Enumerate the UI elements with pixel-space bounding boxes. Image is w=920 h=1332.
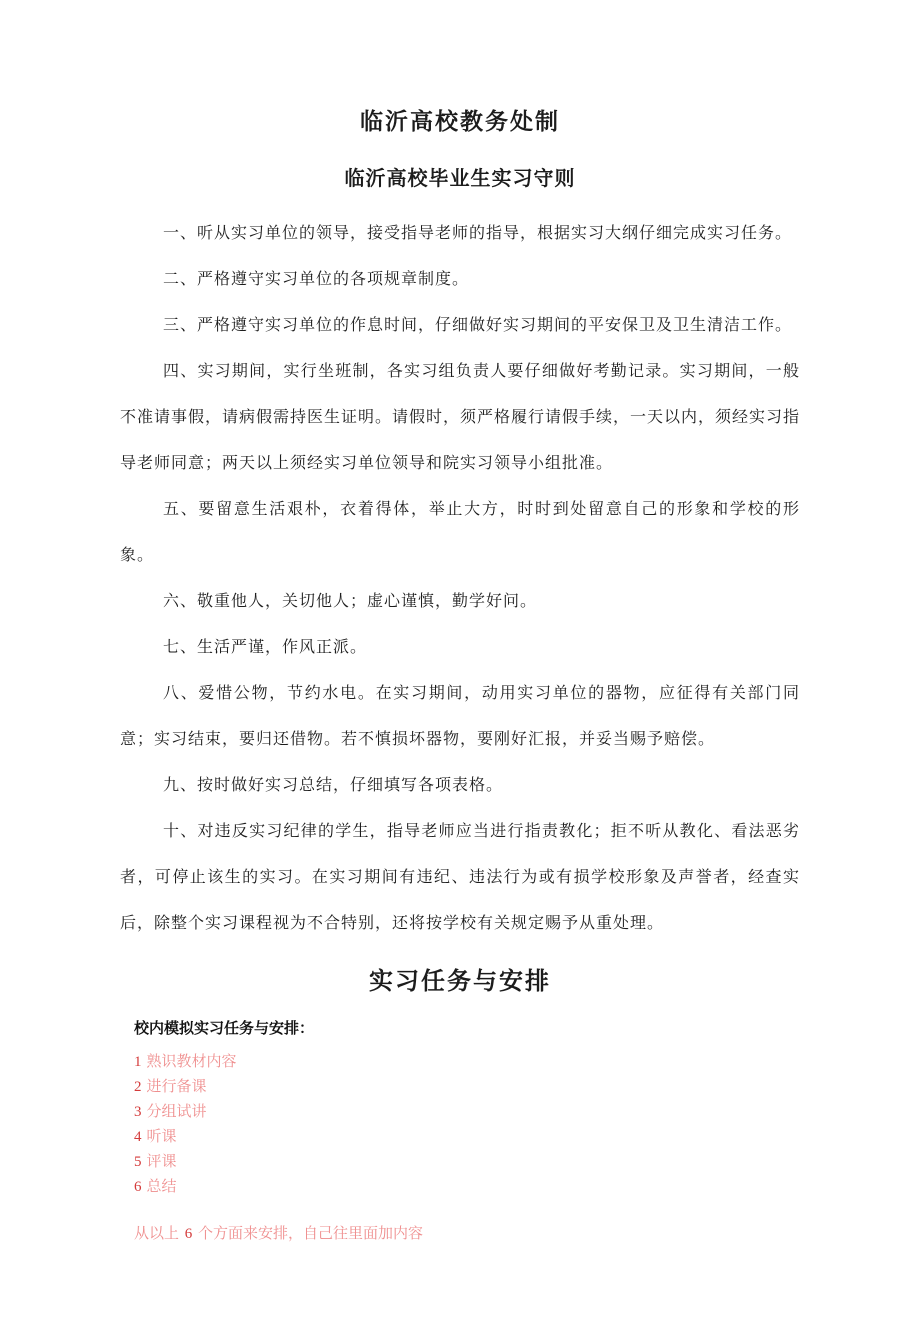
task-item: [134, 1100, 800, 1125]
task-note-suffix: 个方面来安排，自己往里面加内容: [194, 1226, 424, 1242]
task-item-number: 2: [134, 1079, 142, 1095]
task-item-text: 分组试讲: [146, 1104, 207, 1120]
rule-paragraph-6: 六、敬重他人，关切他人；虚心谨慎，勤学好问。: [163, 593, 538, 610]
task-note-number: 6: [184, 1226, 193, 1242]
rule-paragraph-7: 七、生活严谨，作风正派。: [163, 639, 368, 656]
task-item-number: 1: [134, 1054, 142, 1070]
task-item-number: 3: [134, 1104, 142, 1120]
task-item: [134, 1075, 800, 1100]
rule-paragraph-2: 二、严格遵守实习单位的各项规章制度。: [163, 271, 470, 288]
rule-paragraph-10: 十、对违反实习纪律的学生，指导老师应当进行指责教化；拒不听从教化、看法恶劣者，可停止该生的实习。在实习期间有违纪、违法行为或有损学校形象及声誉者，经查实后，除整个实习课程视为不合特别，还将按学校有关规定赐予从重处理。: [120, 823, 800, 932]
doc-title: 临沂高校教务处制: [360, 109, 560, 134]
rule-paragraph-5: 五、要留意生活艰朴，衣着得体，举止大方，时时到处留意自己的形象和学校的形象。: [120, 501, 800, 564]
task-list-intro: 校内模拟实习任务与安排：: [134, 1021, 315, 1037]
task-item-text: 听课: [146, 1129, 177, 1145]
task-list-block: [120, 1016, 800, 1247]
task-note-prefix: 从以上: [134, 1226, 183, 1242]
rule-paragraph-9: 九、按时做好实习总结，仔细填写各项表格。: [163, 777, 504, 794]
task-item-text: 进行备课: [146, 1079, 207, 1095]
task-item-number: 4: [134, 1129, 142, 1145]
task-item-number: 5: [134, 1154, 142, 1170]
doc-subtitle: 临沂高校毕业生实习守则: [344, 168, 576, 190]
rule-paragraph-8: 八、爱惜公物，节约水电。在实习期间，动用实习单位的器物，应征得有关部门同意；实习结束，要归还借物。若不慎损坏器物，要刚好汇报，并妥当赐予赔偿。: [120, 685, 800, 748]
rule-paragraph-1: 一、听从实习单位的领导，接受指导老师的指导，根据实习大纲仔细完成实习任务。: [163, 225, 793, 242]
rule-paragraph-4: 四、实习期间，实行坐班制，各实习组负责人要仔细做好考勤记录。实习期间，一般不准请事假，请病假需持医生证明。请假时，须严格履行请假手续，一天以内，须经实习指导老师同意；两天以上须经实习单位领导和院实习领导小组批准。: [120, 363, 801, 472]
task-item-text: 总结: [146, 1179, 177, 1195]
task-item: [134, 1175, 800, 1200]
rule-paragraph-3: 三、严格遵守实习单位的作息时间，仔细做好实习期间的平安保卫及卫生清洁工作。: [163, 317, 793, 334]
task-note: [134, 1222, 800, 1247]
task-item: [134, 1150, 800, 1175]
section-heading: 实习任务与安排: [369, 969, 551, 995]
task-item: [134, 1125, 800, 1150]
task-item: [134, 1050, 800, 1075]
task-item-text: 熟识教材内容: [146, 1054, 237, 1070]
task-item-number: 6: [134, 1179, 142, 1195]
task-item-text: 评课: [146, 1154, 177, 1170]
